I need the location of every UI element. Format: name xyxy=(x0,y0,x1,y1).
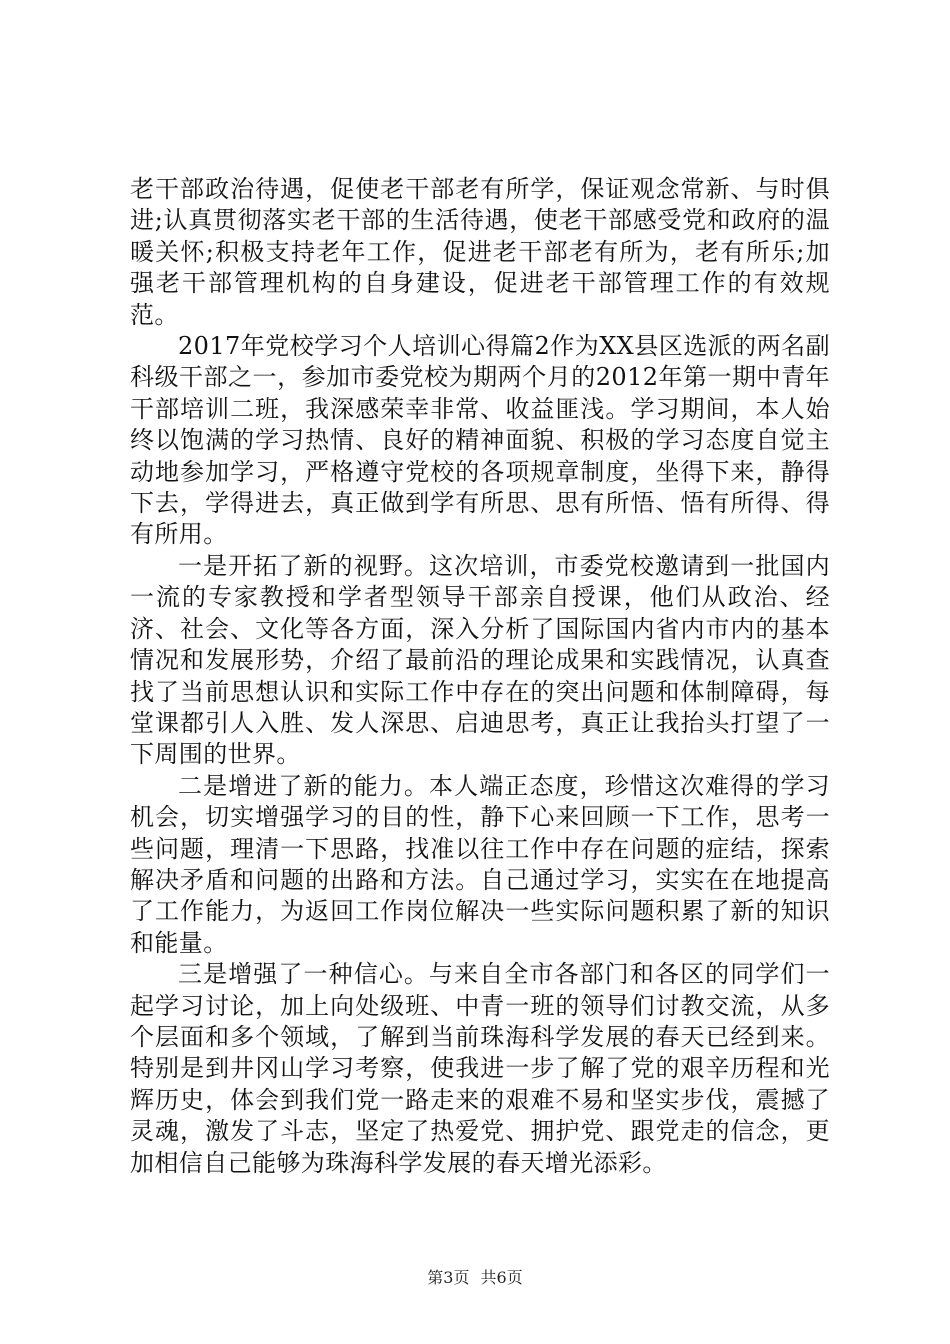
paragraph-point-two: 二是增进了新的能力。本人端正态度，珍惜这次难得的学习机会，切实增强学习的目的性，静下心来回顾一下工作，思考一些问题，理清一下思路，找准以往工作中存在问题的症结，探索解决矛盾和问题的出路和方法。自己通过学习，实实在在地提高了工作能力，为返回工作岗位解决一些实际问题积累了新的知识和能量。 xyxy=(130,771,830,957)
page-total: 共6页 xyxy=(480,1268,523,1287)
paragraph-continuation: 老干部政治待遇，促使老干部老有所学，保证观念常新、与时俱进;认真贯彻落实老干部的生活待遇，使老干部感受党和政府的温暖关怀;积极支持老年工作，促进老干部老有所为，老有所乐;加强老干部管理机构的自身建设，促进老干部管理工作的有效规范。 xyxy=(130,175,830,329)
paragraph-intro: 2017年党校学习个人培训心得篇2作为XX县区选派的两名副科级干部之一，参加市委党校为期两个月的2012年第一期中青年干部培训二班，我深感荣幸非常、收益匪浅。学习期间，本人始终以饱满的学习热情、良好的精神面貌、积极的学习态度自觉主动地参加学习，严格遵守党校的各项规章制度，坐得下来，静得下去，学得进去，真正做到学有所思、思有所悟、悟有所得、得有所用。 xyxy=(130,332,830,549)
page-number: 第3页 xyxy=(427,1268,470,1287)
paragraph-point-one: 一是开拓了新的视野。这次培训，市委党校邀请到一批国内一流的专家教授和学者型领导干部亲自授课，他们从政治、经济、社会、文化等各方面，深入分析了国际国内省内市内的基本情况和发展形势，介绍了最前沿的理论成果和实践情况，认真查找了当前思想认识和实际工作中存在的突出问题和体制障碍，每堂课都引人入胜、发人深思、启迪思考，真正让我抬头打望了一下周围的世界。 xyxy=(130,551,830,769)
document-body xyxy=(130,174,830,1179)
page-footer xyxy=(0,1268,950,1288)
paragraph-point-three: 三是增强了一种信心。与来自全市各部门和各区的同学们一起学习讨论，加上向处级班、中青一班的领导们讨教交流，从多个层面和多个领域，了解到当前珠海科学发展的春天已经到来。特别是到井冈山学习考察，使我进一步了解了党的艰辛历程和光辉历史，体会到我们党一路走来的艰难不易和坚实步伐，震撼了灵魂，激发了斗志，坚定了热爱党、拥护党、跟党走的信念，更加相信自己能够为珠海科学发展的春天增光添彩。 xyxy=(130,960,830,1177)
